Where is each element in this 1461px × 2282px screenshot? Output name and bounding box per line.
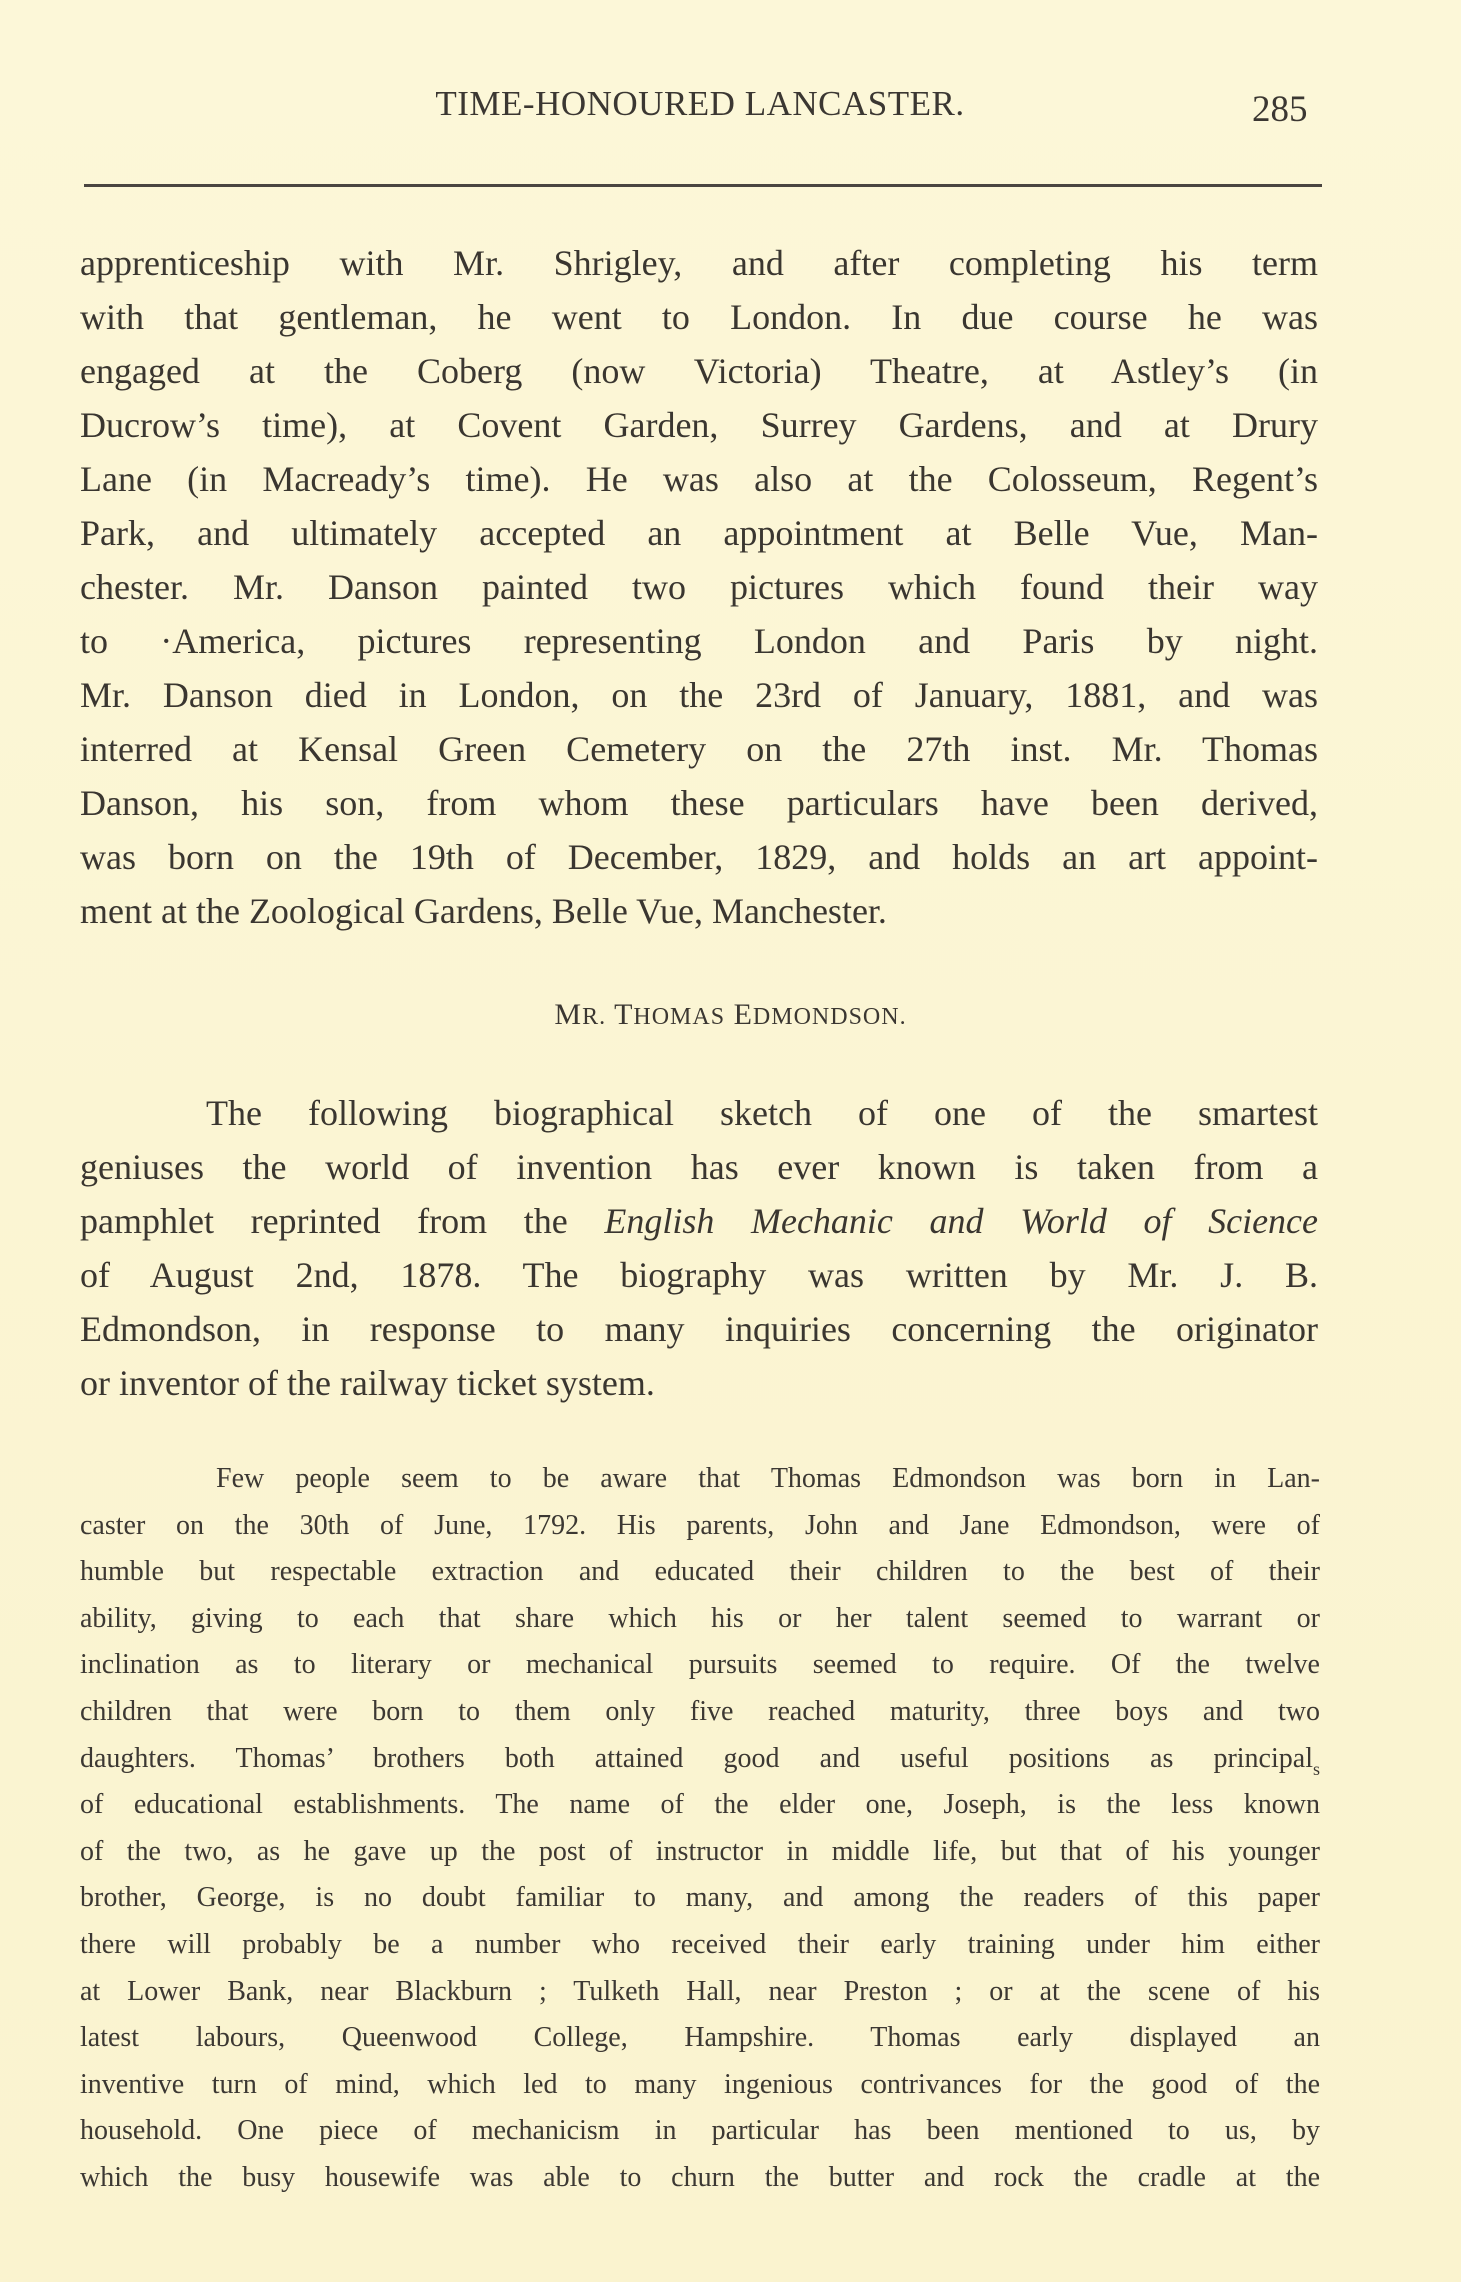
text-line: to ·America, pictures representing London and Paris by night. [80, 621, 1318, 661]
subscript-char: s [1312, 1758, 1320, 1779]
text-line: Park, and ultimately accepted an appointment at Belle Vue, Man- [80, 513, 1318, 553]
heading-smallcaps: R. [582, 1004, 607, 1030]
text-line: of August 2nd, 1878. The biography was written by Mr. J. B. [80, 1255, 1318, 1295]
text-line: Danson, his son, from whom these particulars have been derived, [80, 783, 1318, 823]
text-line: Edmondson, in response to many inquiries concerning the originator [80, 1309, 1318, 1349]
section-heading [0, 998, 1461, 1032]
paragraph-danson [80, 236, 1318, 938]
heading-smallcaps: DMONDSON. [752, 1004, 907, 1030]
heading-initial: T [614, 998, 634, 1031]
text-line: was born on the 19th of December, 1829, and holds an art appoint- [80, 837, 1318, 877]
heading-initial: E [733, 998, 753, 1031]
text-line: apprenticeship with Mr. Shrigley, and after completing his term [80, 243, 1318, 283]
text-line: chester. Mr. Danson painted two pictures which found their way [80, 567, 1318, 607]
text-span: daughters. Thomas’ brothers both attained good and useful positions as principal [80, 1742, 1313, 1774]
running-head [0, 84, 1461, 134]
running-title: TIME-HONOURED LANCASTER. [435, 84, 965, 123]
text-line: caster on the 30th of June, 1792. His parents, John and Jane Edmondson, were of [80, 1509, 1320, 1541]
text-line: The following biographical sketch of one of the smartest [206, 1093, 1318, 1133]
text-line: Lane (in Macready’s time). He was also at the Colosseum, Regent’s [80, 459, 1318, 499]
text-span: pamphlet reprinted from the [80, 1201, 605, 1241]
text-line: humble but respectable extraction and educated their children to the best of their [80, 1556, 1320, 1588]
text-line: inventive turn of mind, which led to many ingenious contrivances for the good of the [80, 2068, 1320, 2100]
heading-initial: M [554, 998, 583, 1031]
text-line: Ducrow’s time), at Covent Garden, Surrey Gardens, and at Drury [80, 405, 1318, 445]
text-line [80, 1194, 1318, 1248]
quoted-biography [80, 1456, 1320, 2202]
text-line: which the busy housewife was able to churn the butter and rock the cradle at the [80, 2161, 1320, 2193]
paragraph-introduction [80, 1086, 1318, 1410]
text-line: engaged at the Coberg (now Victoria) Theatre, at Astley’s (in [80, 351, 1318, 391]
text-line: of the two, as he gave up the post of instructor in middle life, but that of his younger [80, 1835, 1320, 1867]
text-line: children that were born to them only five reached maturity, three boys and two [80, 1695, 1320, 1727]
text-line: inclination as to literary or mechanical pursuits seemed to require. Of the twelve [80, 1649, 1320, 1681]
text-line: Mr. Danson died in London, on the 23rd of January, 1881, and was [80, 675, 1318, 715]
text-line: of educational establishments. The name of the elder one, Joseph, is the less known [80, 1789, 1320, 1821]
text-line: Few people seem to be aware that Thomas Edmondson was born in Lan- [216, 1463, 1320, 1494]
text-line: household. One piece of mechanicism in particular has been mentioned to us, by [80, 2115, 1320, 2147]
heading-smallcaps: HOMAS [633, 1004, 726, 1030]
text-line: geniuses the world of invention has ever known is taken from a [80, 1147, 1318, 1187]
text-line: ability, giving to each that share which his or her talent seemed to warrant or [80, 1602, 1320, 1634]
publication-title: English Mechanic and World of Science [604, 1201, 1319, 1241]
header-rule [84, 184, 1322, 187]
text-line: or inventor of the railway ticket system. [80, 1363, 655, 1403]
text-line [80, 1736, 1320, 1783]
text-line: interred at Kensal Green Cemetery on the 27th inst. Mr. Thomas [80, 729, 1318, 769]
text-line: there will probably be a number who received their early training under him either [80, 1928, 1320, 1960]
text-line: latest labours, Queenwood College, Hampshire. Thomas early displayed an [80, 2022, 1320, 2054]
text-line: brother, George, is no doubt familiar to many, and among the readers of this paper [80, 1882, 1320, 1914]
text-line: with that gentleman, he went to London. In due course he was [80, 297, 1318, 337]
text-line: ment at the Zoological Gardens, Belle Vue, Manchester. [80, 891, 887, 931]
text-line: at Lower Bank, near Blackburn ; Tulketh Hall, near Preston ; or at the scene of his [80, 1975, 1320, 2007]
page-number: 285 [1252, 89, 1308, 130]
